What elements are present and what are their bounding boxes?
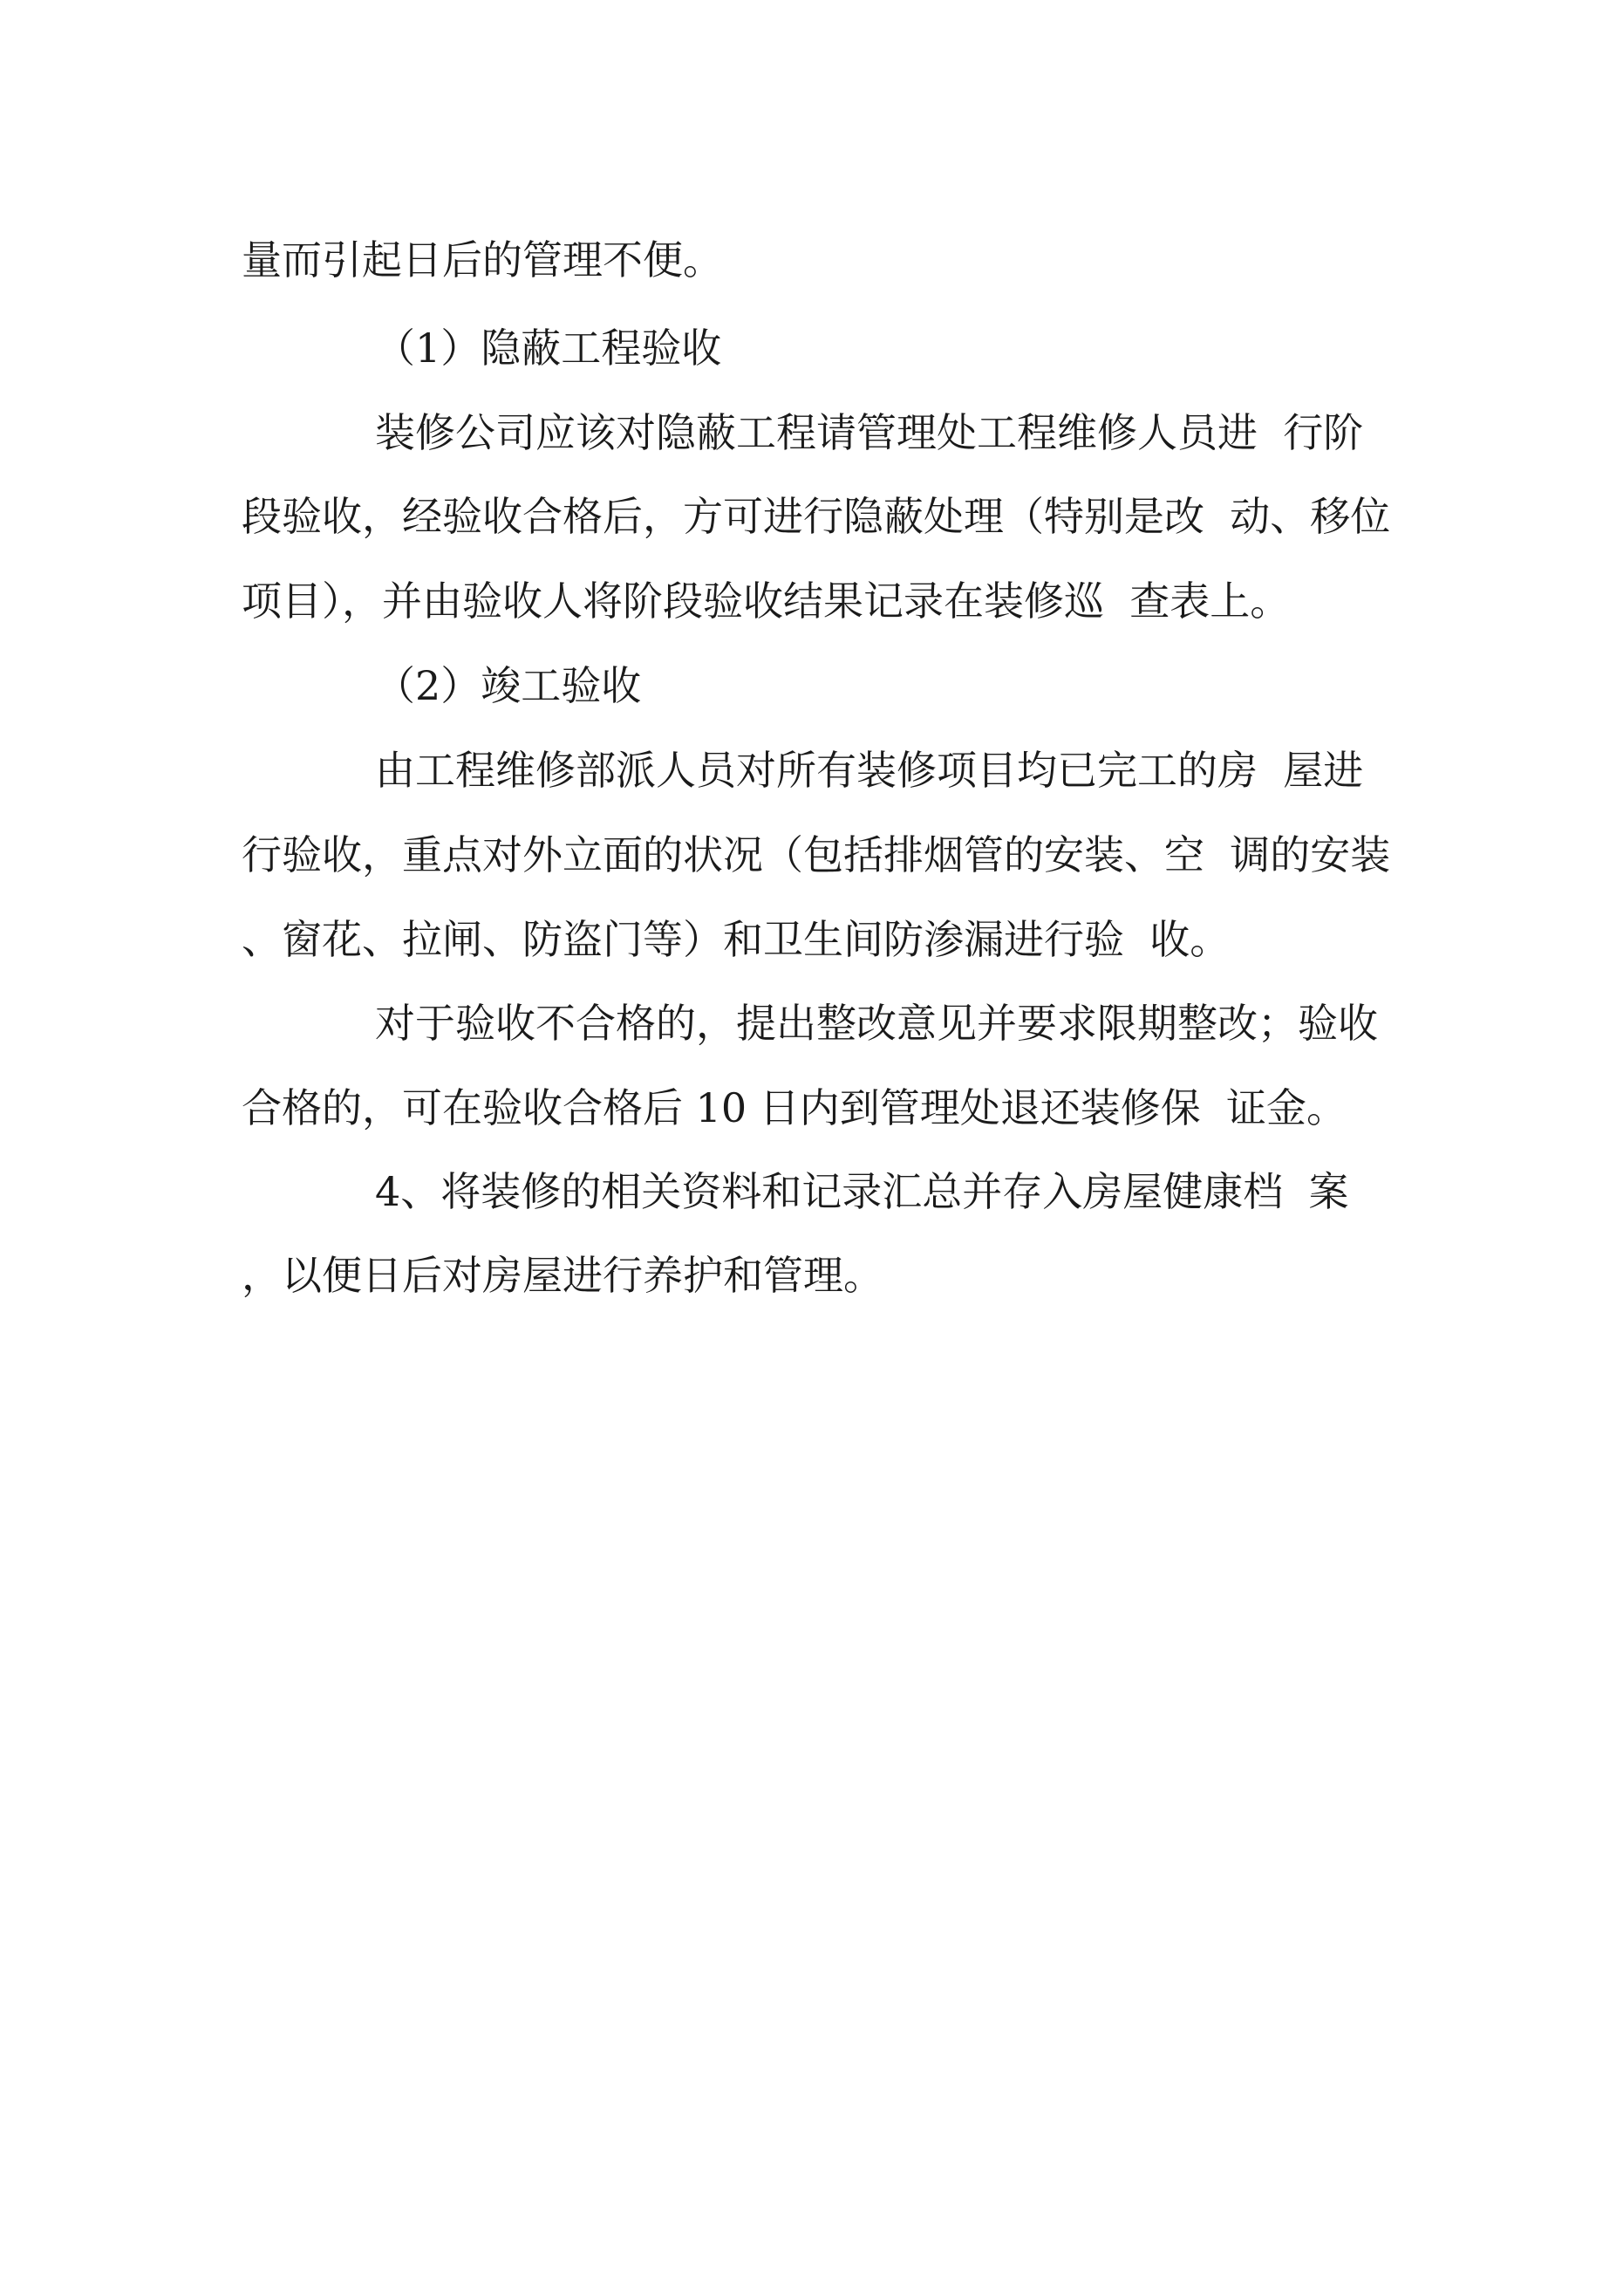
section-heading-concealed-works: （1）隐蔽工程验收 [375,325,722,372]
paragraph-line: 对于验收不合格的，提出整改意见并要求限期整改；验收 [375,1000,1378,1047]
paragraph-line: 装修公司应该对隐蔽工程请管理处工程维修人员进 行阶 [375,409,1364,456]
paragraph-line: ，以便日后对房屋进行养护和管理。 [242,1252,883,1299]
paragraph-line: 、窗花、拉闸、防盗门等）和卫生间防渗漏进行验 收。 [242,916,1231,963]
paragraph-line: 量而引起日后的管理不便。 [242,236,723,284]
paragraph-line: 4、将装修的相关资料和记录汇总并存入房屋健康档 案 [375,1168,1349,1215]
paragraph-line: 项目），并由验收人将阶段验收结果记录在装修巡 查表上。 [242,577,1291,625]
paragraph-line: 合格的，可在验收合格后 10 日内到管理处退还装修保 证金。 [242,1084,1347,1131]
paragraph-line: 段验收，经验收合格后，方可进行隐蔽处理（特别是改 动、移位 [242,493,1391,540]
section-heading-completion-acceptance: （2）竣工验收 [375,662,642,709]
paragraph-line: 行验收，重点对外立面的状况（包括排烟管的安装、空 调的安装 [242,831,1391,878]
paragraph-line: 由工程维修部派人员对所有装修项目均已完工的房 屋进 [375,747,1364,794]
